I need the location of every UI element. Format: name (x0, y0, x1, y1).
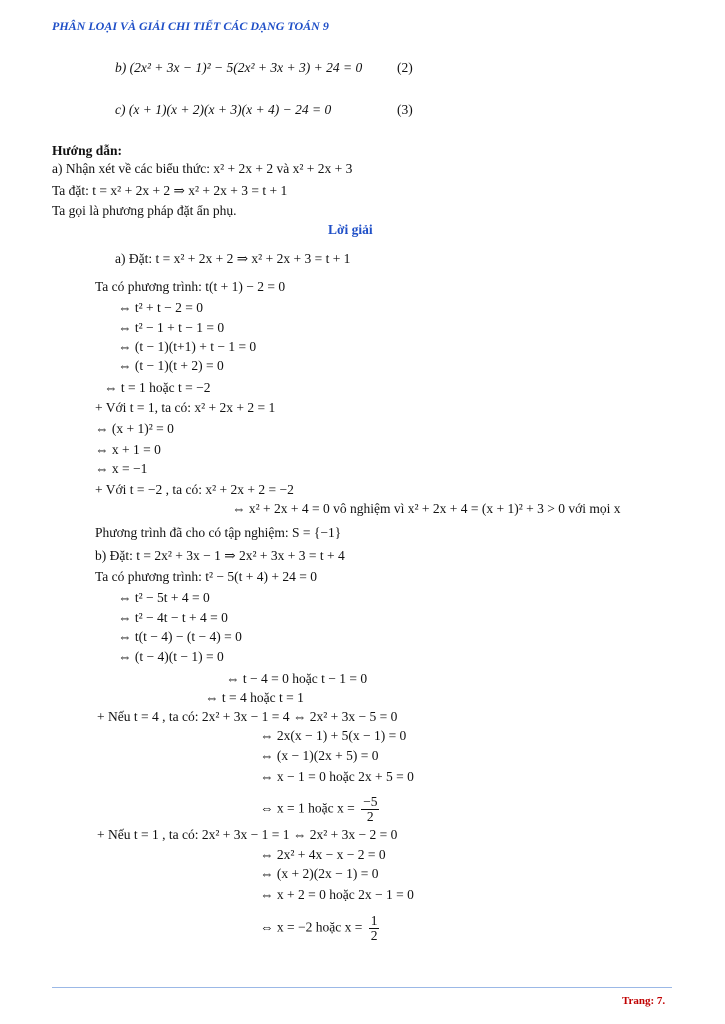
solution-line: ⇔ t − 4 = 0 hoặc t − 1 = 0 (226, 671, 368, 686)
solution-line: ⇔ (t − 1)(t + 2) = 0 (118, 358, 224, 373)
fraction-numerator: 1 (370, 913, 378, 928)
problem-c: c) (x + 1)(x + 2)(x + 3)(x + 4) − 24 = 0 (115, 102, 332, 117)
solution-line: ⇔ t(t − 4) − (t − 4) = 0 (118, 629, 242, 644)
solution-line: ⇔ (x + 2)(2x − 1) = 0 (260, 866, 379, 881)
solution-line: Phương trình đã cho có tập nghiệm: S = {−1} (95, 525, 342, 540)
solution-line (260, 795, 379, 824)
solution-line: ⇔ (x + 1)² = 0 (95, 421, 174, 436)
solution-line: ⇔ (t − 1)(t+1) + t − 1 = 0 (118, 339, 257, 354)
solution-line: + Nếu t = 4 , ta có: 2x² + 3x − 1 = 4 ⇔ 2x² + 3x − 5 = 0 (97, 709, 398, 724)
solution-line: ⇔ t² + t − 2 = 0 (118, 300, 204, 315)
footer-divider (52, 987, 672, 988)
solution-line: ⇔ t² − 5t + 4 = 0 (118, 590, 210, 605)
fraction (361, 795, 379, 824)
solution-line: ⇔ t² − 1 + t − 1 = 0 (118, 320, 225, 335)
solution-line: + Với t = −2 , ta có: x² + 2x + 2 = −2 (95, 482, 294, 497)
solution-line: ⇔ 2x(x − 1) + 5(x − 1) = 0 (260, 728, 407, 743)
solution-line: ⇔ (x − 1)(2x + 5) = 0 (260, 748, 379, 763)
solution-line-text: ⇔ x = 1 hoặc x = (260, 800, 355, 816)
solution-line: ⇔ (t − 4)(t − 1) = 0 (118, 649, 224, 664)
page-number: Trang: 7. (622, 995, 666, 1007)
fraction-denominator: 2 (370, 928, 378, 943)
solution-line: Ta có phương trình: t(t + 1) − 2 = 0 (95, 279, 286, 294)
problem-b-number: (2) (397, 60, 413, 75)
solution-line: + Với t = 1, ta có: x² + 2x + 2 = 1 (95, 400, 276, 415)
solution-line: a) Đặt: t = x² + 2x + 2 ⇒ x² + 2x + 3 = t + 1 (115, 251, 351, 266)
solution-line: ⇔ t² − 4t − t + 4 = 0 (118, 610, 228, 625)
fraction (369, 914, 380, 943)
solution-title: Lời giải (328, 222, 373, 237)
problem-b: b) (2x² + 3x − 1)² − 5(2x² + 3x + 3) + 24 = 0 (115, 60, 363, 75)
solution-line: Ta có phương trình: t² − 5(t + 4) + 24 = 0 (95, 569, 317, 584)
guide-line: Ta đặt: t = x² + 2x + 2 ⇒ x² + 2x + 3 = t + 1 (52, 183, 288, 198)
solution-line: ⇔ t = 4 hoặc t = 1 (205, 690, 304, 705)
solution-line: ⇔ 2x² + 4x − x − 2 = 0 (260, 847, 386, 862)
page-header: PHÂN LOẠI VÀ GIẢI CHI TIẾT CÁC DẠNG TOÁN 9 (52, 19, 329, 33)
solution-line: b) Đặt: t = 2x² + 3x − 1 ⇒ 2x² + 3x + 3 = t + 4 (95, 548, 345, 563)
fraction-numerator: −5 (363, 794, 378, 809)
solution-line: ⇔ x + 2 = 0 hoặc 2x − 1 = 0 (260, 887, 414, 902)
guide-heading: Hướng dẫn: (52, 143, 122, 158)
solution-line (260, 914, 379, 943)
solution-line: ⇔ x + 1 = 0 (95, 442, 161, 457)
solution-line: ⇔ x = −1 (95, 461, 148, 476)
solution-line: + Nếu t = 1 , ta có: 2x² + 3x − 1 = 1 ⇔ 2x² + 3x − 2 = 0 (97, 827, 398, 842)
fraction-denominator: 2 (366, 809, 374, 824)
solution-line: ⇔ t = 1 hoặc t = −2 (104, 380, 211, 395)
guide-line: Ta gọi là phương pháp đặt ẩn phụ. (52, 203, 237, 218)
solution-line: ⇔ x² + 2x + 4 = 0 vô nghiệm vì x² + 2x + 4 = (x + 1)² + 3 > 0 với mọi x (232, 501, 621, 516)
solution-line: ⇔ x − 1 = 0 hoặc 2x + 5 = 0 (260, 769, 414, 784)
problem-c-number: (3) (397, 102, 413, 117)
guide-line: a) Nhận xét về các biểu thức: x² + 2x + 2 và x² + 2x + 3 (52, 161, 353, 176)
solution-line-text: ⇔ x = −2 hoặc x = (260, 919, 363, 935)
